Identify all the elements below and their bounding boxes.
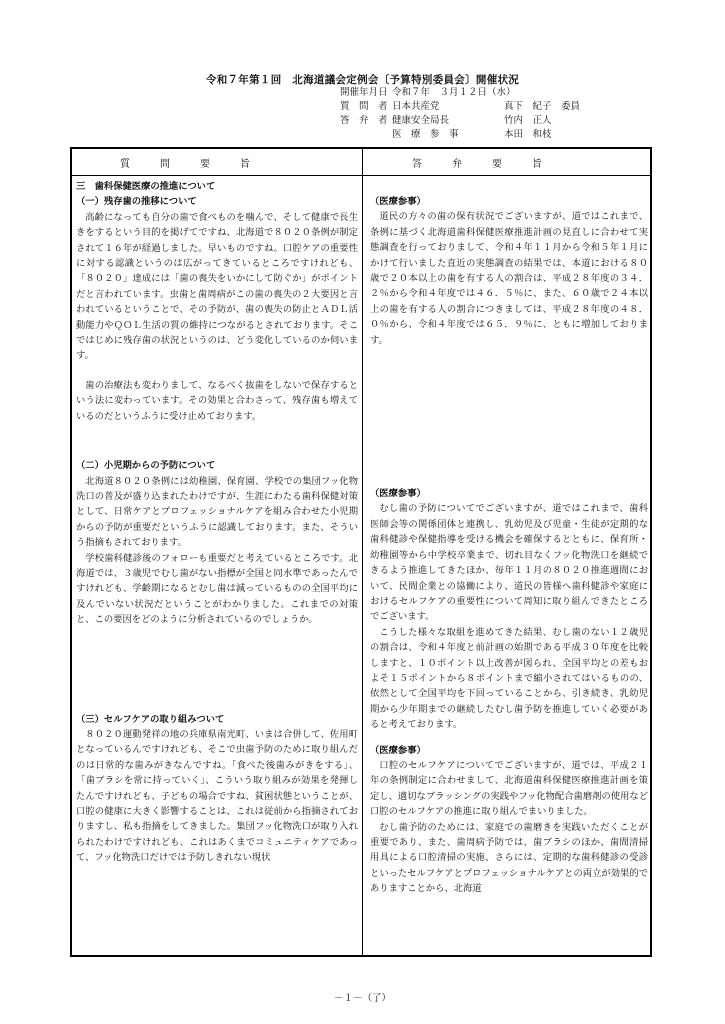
respondent-role-2: 医 療 参 事 xyxy=(392,129,459,140)
question-2-paragraph-1: 北海道８０２０条例には幼稚園、保育園、学校での集団フッ化物洗口の普及が盛り込まれたわけですが、生涯にわたる歯科保健対策として、日常ケアとプロフェッショナルケアを組み合わせた小児期からの予防が重要だというふうに認識しております。また、そういう指摘もされております。 xyxy=(76,475,358,549)
document-title: 令和７年第１回 北海道議会定例会〔予算特別委員会〕開催状況 xyxy=(205,74,520,86)
meeting-date-row xyxy=(340,86,580,100)
answer-1-speaker: （医療参事） xyxy=(370,196,426,207)
respondent-name-2: 本田 和枝 xyxy=(504,129,552,140)
question-3-paragraph-1: ８０２０運動発祥の地の兵庫県南光町、いまは合併して、佐用町となっているんですけれども、そこで虫歯予防のために取り組んだのは日常的な歯みがきなんですね。「食べた後歯みがきをする」、「歯ブラシを常に持っていく」、こういう取り組みが効果を発揮したんですけれども、子どもの場合ですね、貧困状態ということが、口腔の健康に大きく影響することは、これは従前から指摘されておりますし、私も指摘をしてきました。集団フッ化物洗口が取り入れられたわけですけれども、これはあくまでコミュニティケアであって、フッ化物洗口だけでは予防しきれない現状 xyxy=(76,728,358,864)
answer-column xyxy=(370,179,648,897)
answer-2-paragraph-1: むし歯の予防についてでございますが、道ではこれまで、歯科医師会等の関係団体と連携し、乳幼児及び児童・生徒が定期的な歯科健診や保健指導を受ける機会を確保するとともに、保育所・幼稚園等から中学校卒業まで、切れ目なくフッ化物洗口を継続できるよう推進してきたほか、毎年１１月の８０２０推進週間において、民間企業との協働により、道民の皆様へ歯科健診や家庭におけるセルフケアの重要性について周知に取り組んできたところでございます。 xyxy=(370,503,648,623)
respondent-row-2 xyxy=(340,128,580,142)
question-column-header: 質問要旨 xyxy=(120,159,280,170)
qa-table xyxy=(70,147,652,957)
question-1-heading: （一）残存歯の推移について xyxy=(76,196,197,208)
questioner-party: 日本共産党 xyxy=(392,101,440,112)
answer-1-paragraph-1: 道民の方々の歯の保有状況でございますが、道ではこれまで、条例に基づく北海道歯科保健医療推進計画の見直しに合わせて実態調査を行っておりまして、令和４年１１月から令和５年１月にかけて行いました直近の実態調査の結果では、本道における８０歳で２０本以上の歯を有する人の割合は、平成２８年度の３４．２％から令和４年度では４６．５％に、また、６０歳で２４本以上の歯を有する人の割合につきましては、平成２８年度の４８．０％から、令和４年度では６５．９％に、ともに増加しております。 xyxy=(370,211,648,346)
page-number: －１－（了） xyxy=(333,993,391,1004)
meeting-date-value: 令和７年 ３月１２日（水） xyxy=(392,87,516,98)
question-2-heading: （二）小児期からの予防について xyxy=(76,460,216,472)
question-column xyxy=(76,179,358,866)
section-heading: 三 歯科保健医療の推進について xyxy=(76,181,216,192)
answer-3-speaker: （医療参事） xyxy=(370,744,426,756)
answer-column-header: 答弁要旨 xyxy=(412,159,572,170)
question-1-paragraph-1: 高齢になっても自分の歯で食べものを噛んで、そして健康で長生きをするという目的を掲げてですね、北海道で８０２０条例が制定されて１６年が経過しました。早いものですね。口腔ケアの重要性に対する認識というのは広がってきているところですけれども、「８０２０」達成には「歯の喪失をいかにして防ぐか」がポイントだと言われています。虫歯と歯周病がこの歯の喪失の２大要因と言われているということで、その予防が、歯の喪失の防止とＡＤＬ活動能力やＱＯＬ生活の質の維持につながるとされております。そこではじめに残存歯の状況というのは、どう変化しているのか伺います。 xyxy=(76,211,358,362)
respondent-row-1 xyxy=(340,114,580,128)
questioner-name: 真下 紀子 委員 xyxy=(504,101,581,112)
meeting-info xyxy=(340,86,580,142)
table-header-row xyxy=(72,149,650,176)
question-3-heading: （三）セルフケアの取り組みついて xyxy=(76,713,225,725)
questioner-label: 質 問 者 xyxy=(340,101,388,112)
question-1-paragraph-2: 歯の治療法も変わりまして、なるべく抜歯をしないで保存するという法に変わっています。その効果と合わさって、残存歯も増えているのだというふうに受け止めております。 xyxy=(76,379,358,422)
respondent-label: 答 弁 者 xyxy=(340,115,388,126)
respondent-name-1: 竹内 正人 xyxy=(504,115,552,126)
column-divider xyxy=(362,149,364,955)
question-2-paragraph-2: 学校歯科健診後のフォローも重要だと考えているところです。北海道では、３歳児でむし歯がない指標が全国と同水準であったんですけれども、学齢期になるとむし歯は減っているものの全国平均に及んでいない状況だということがわかりました。これまでの対策と、この要因をどのように分析されているのでしょうか。 xyxy=(76,552,358,626)
questioner-row xyxy=(340,100,580,114)
answer-3-paragraph-1: 口腔のセルフケアについてでございますが、道では、平成２１年の条例制定に合わせまして、北海道歯科保健医療推進計画を策定し、適切なブラッシングの実践やフッ化物配合歯磨剤の使用など口腔のセルフケアの推進に取り組んでまいりました。 xyxy=(370,759,648,818)
meeting-date-label: 開催年月日 xyxy=(340,87,388,98)
answer-3-paragraph-2: むし歯予防のためには、家庭での歯磨きを実践いただくことが重要であり、また、歯周病予防では、歯ブラシのほか、歯間清掃用具による口腔清掃の実施、さらには、定期的な歯科健診の受診といったセルフケアとプロフェッショナルケアとの両立が効果的でありますことから、北海道 xyxy=(370,821,648,895)
respondent-role-1: 健康安全局長 xyxy=(392,115,450,126)
answer-2-paragraph-2: こうした様々な取組を進めてきた結果、むし歯のない１２歳児の割合は、令和４年度と前計画の始期である平成３０年度を比較しますと、１０ポイント以上改善が図られ、全国平均との差もおよそ１５ポイントから８ポイントまで縮小されてはいるものの、依然として全国平均を下回っていることから、引き続き、乳幼児期から少年期までの継続したむし歯予防を推進していく必要があると考えております。 xyxy=(370,626,648,731)
answer-2-speaker: （医療参事） xyxy=(370,488,426,500)
